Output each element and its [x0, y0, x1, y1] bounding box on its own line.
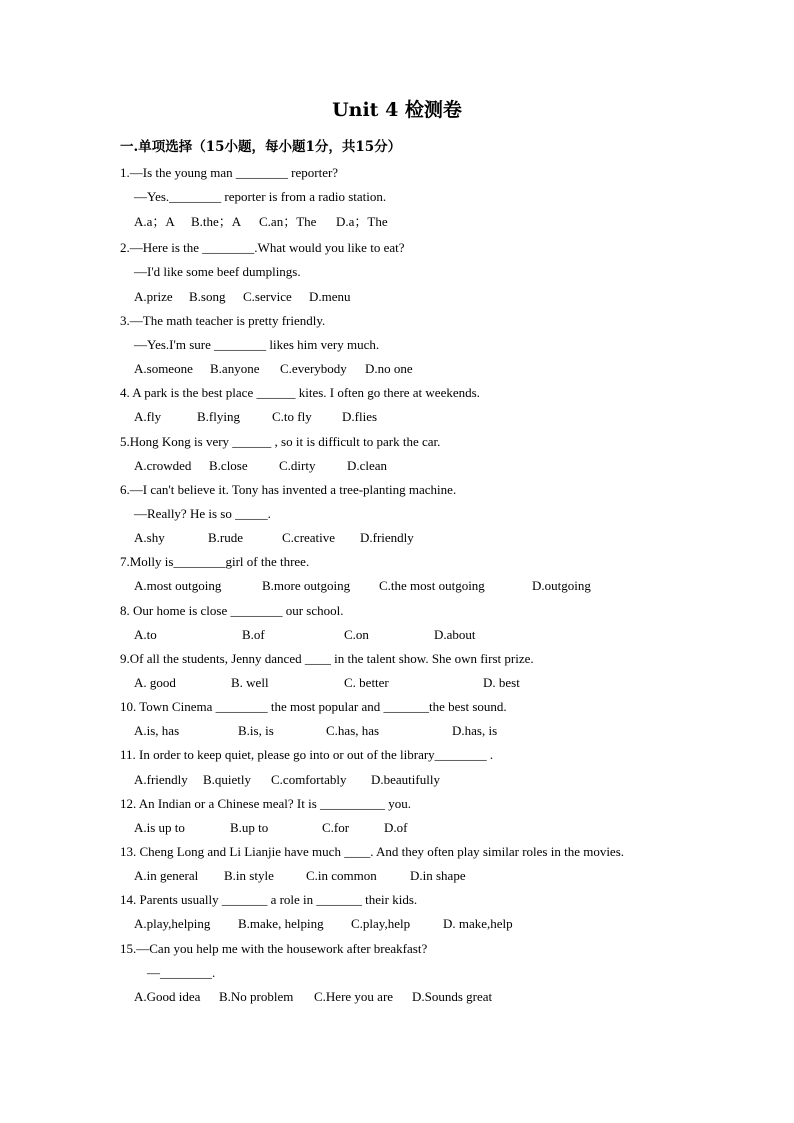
answer-option: D.no one: [365, 361, 413, 376]
answer-option: C.comfortably: [271, 772, 347, 787]
answer-option: A. good: [134, 675, 176, 690]
answer-option: B.song: [189, 289, 226, 304]
answer-option: B.of: [242, 627, 265, 642]
question-stem: 8. Our home is close ________ our school.: [120, 603, 344, 618]
answer-option: A.prize: [134, 289, 173, 304]
answer-option: C.dirty: [279, 458, 316, 473]
question-stem: 14. Parents usually _______ a role in _______ their kids.: [120, 892, 418, 907]
answer-option: C. better: [344, 675, 389, 690]
answer-option: B.more outgoing: [262, 578, 351, 593]
answer-option: C.the most outgoing: [379, 578, 485, 593]
answer-option: A.in general: [134, 868, 199, 883]
answer-option: A.someone: [134, 361, 193, 376]
answer-option: D. best: [483, 675, 520, 690]
question-response: —Yes.________ reporter is from a radio station.: [134, 189, 387, 204]
section-heading: 一.单项选择（15小题，每小题1分，共15分）: [120, 139, 402, 155]
answer-option: C.on: [344, 627, 369, 642]
answer-option: A.shy: [134, 530, 165, 545]
answer-option: C.in common: [306, 868, 377, 883]
answer-option: B.in style: [224, 868, 274, 883]
answer-option: A.is up to: [134, 820, 185, 835]
answer-option: C.service: [243, 289, 292, 304]
answer-option: D.flies: [342, 409, 378, 424]
answer-option: B.anyone: [210, 361, 260, 376]
question-stem: 9.Of all the students, Jenny danced ____ in the talent show. She own first prize.: [120, 651, 534, 666]
answer-option: C.Here you are: [314, 989, 394, 1004]
answer-option: B.quietly: [203, 772, 252, 787]
answer-option: B.up to: [230, 820, 269, 835]
question-stem: 1.—Is the young man ________ reporter?: [120, 165, 339, 180]
answer-option: D.outgoing: [532, 578, 591, 593]
answer-option: A.most outgoing: [134, 578, 222, 593]
answer-option: A.play,helping: [134, 916, 211, 931]
question-stem: 4. A park is the best place ______ kites. I often go there at weekends.: [120, 385, 480, 400]
answer-option: B.make, helping: [238, 916, 324, 931]
answer-option: D.a；The: [336, 214, 388, 229]
answer-option: D.in shape: [410, 868, 466, 883]
question-response: —Really? He is so _____.: [134, 506, 271, 521]
answer-option: A.is, has: [134, 723, 180, 738]
question-stem: 12. An Indian or a Chinese meal? It is __________ you.: [120, 796, 412, 811]
answer-option: C.for: [322, 820, 350, 835]
answer-option: B.close: [209, 458, 248, 473]
answer-option: D. make,help: [443, 916, 513, 931]
answer-option: B.flying: [197, 409, 240, 424]
answer-option: C.everybody: [280, 361, 347, 376]
answer-option: D.beautifully: [371, 772, 440, 787]
question-stem: 10. Town Cinema ________ the most popular and _______the best sound.: [120, 699, 507, 714]
answer-option: A.a；A: [134, 214, 175, 229]
answer-option: C.creative: [282, 530, 336, 545]
answer-option: C.has, has: [326, 723, 380, 738]
answer-option: B.is, is: [238, 723, 274, 738]
answer-option: C.to fly: [272, 409, 312, 424]
answer-option: D.about: [434, 627, 476, 642]
question-response: —I'd like some beef dumplings.: [134, 264, 301, 279]
answer-option: D.Sounds great: [412, 989, 493, 1004]
page-title: Unit 4 检测卷: [332, 99, 462, 121]
answer-option: A.fly: [134, 409, 162, 424]
question-stem: 3.—The math teacher is pretty friendly.: [120, 313, 326, 328]
answer-option: B.No problem: [219, 989, 294, 1004]
answer-option: D.of: [384, 820, 408, 835]
question-stem: 5.Hong Kong is very ______ , so it is difficult to park the car.: [120, 434, 441, 449]
question-stem: 7.Molly is________girl of the three.: [120, 554, 310, 569]
answer-option: B. well: [231, 675, 269, 690]
answer-option: A.friendly: [134, 772, 188, 787]
answer-option: B.rude: [208, 530, 244, 545]
answer-option: D.has, is: [452, 723, 498, 738]
answer-option: C.an；The: [259, 214, 317, 229]
answer-option: B.the；A: [191, 214, 242, 229]
answer-option: D.menu: [309, 289, 351, 304]
answer-option: A.Good idea: [134, 989, 201, 1004]
question-response: —________.: [147, 965, 216, 980]
question-stem: 2.—Here is the ________.What would you like to eat?: [120, 240, 405, 255]
question-response: —Yes.I'm sure ________ likes him very much.: [134, 337, 380, 352]
answer-option: A.to: [134, 627, 157, 642]
answer-option: C.play,help: [351, 916, 411, 931]
answer-option: D.friendly: [360, 530, 414, 545]
answer-option: A.crowded: [134, 458, 192, 473]
question-stem: 15.—Can you help me with the housework after breakfast?: [120, 941, 428, 956]
question-stem: 11. In order to keep quiet, please go into or out of the library________ .: [120, 747, 494, 762]
answer-option: D.clean: [347, 458, 388, 473]
question-stem: 6.—I can't believe it. Tony has invented a tree-planting machine.: [120, 482, 457, 497]
question-stem: 13. Cheng Long and Li Lianjie have much ____. And they often play similar roles in the movies.: [120, 844, 625, 859]
